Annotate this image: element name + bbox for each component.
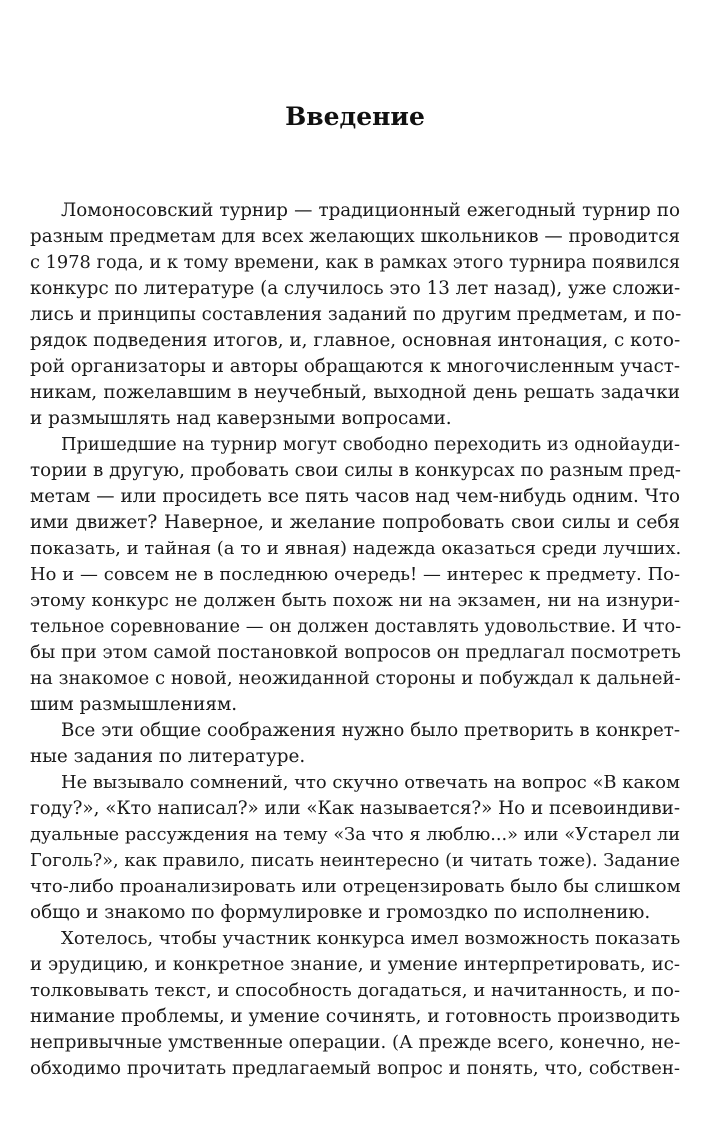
text-line: конкурс по литературе (а случилось это 13 лет назад), уже сложи- [30,278,681,299]
text-line: ные задания по литературе. [30,746,306,767]
text-line: рядок подведения итогов, и, главное, основная интонация, с кото- [30,330,681,351]
chapter-title: Введение [285,102,425,131]
text-line: что-либо проанализировать или отрецензировать было бы слишком [30,876,681,897]
text-line: никам, пожелавшим в неучебный, выходной день решать задачки [30,382,680,403]
body-text [30,198,680,1082]
text-line: нимание проблемы, и умение сочинять, и готовность производить [30,1006,680,1027]
text-line: Не вызывало сомнений, что скучно отвечать на вопрос «В каком [61,772,680,793]
text-line: на знакомое с новой, неожиданной стороны и побуждал к дальней- [30,668,681,689]
text-line: Но и — совсем не в последнюю очередь! — интерес к предмету. По- [30,564,680,585]
text-line: этому конкурс не должен быть похож ни на экзамен, ни на изнури- [30,590,680,611]
text-line: толковывать текст, и способность догадаться, и начитанность, и по- [30,980,680,1001]
text-line: ими движет? Наверное, и желание попробовать свои силы и себя [30,512,680,533]
book-page [30,0,680,1140]
text-line: дуальные рассуждения на тему «За что я люблю...» или «Устарел ли [30,825,680,845]
text-line: рой организаторы и авторы обращаются к многочисленным участ- [30,356,680,377]
text-line: и эрудицию, и конкретное знание, и умение интерпретировать, ис- [30,954,680,975]
text-line: Гоголь?», как правило, писать неинтересно (и читать тоже). Задание [30,851,680,871]
text-line: тельное соревнование — он должен доставлять удовольствие. И что- [30,616,682,637]
text-line: непривычные умственные операции. (А прежде всего, конечно, не- [30,1032,681,1053]
text-line: с 1978 года, и к тому времени, как в рамках этого турнира появился [30,252,681,273]
text-line: показать, и тайная (а то и явная) надежда оказаться среди лучших. [30,538,682,559]
text-line: году?», «Кто написал?» или «Как называется?» Но и псевоиндиви- [30,798,680,819]
text-line: Ломоносовский турнир — традиционный ежегодный турнир по [61,200,680,221]
text-line: бы при этом самой постановкой вопросов он предлагал посмотреть [30,642,681,663]
text-line: шим размышлениям. [30,694,238,715]
text-line: разным предметам для всех желающих школьников — проводится [30,226,680,247]
text-line: и размышлять над каверзными вопросами. [30,408,452,429]
text-line: Все эти общие соображения нужно было претворить в конкрет- [61,720,680,741]
text-line: Хотелось, чтобы участник конкурса имел возможность показать [61,928,681,949]
text-line: тории в другую, пробовать свои силы в конкурсах по разным пред- [30,460,681,481]
text-line: обходимо прочитать предлагаемый вопрос и понять, что, собствен- [30,1058,680,1079]
text-line: общо и знакомо по формулировке и громоздко по исполнению. [30,902,651,923]
text-line: Пришедшие на турнир могут свободно переходить из однойауди- [61,434,680,455]
text-line: лись и принципы составления заданий по другим предметам, и по- [30,304,682,325]
text-line: метам — или просидеть все пять часов над чем-нибудь одним. Что [30,486,680,507]
